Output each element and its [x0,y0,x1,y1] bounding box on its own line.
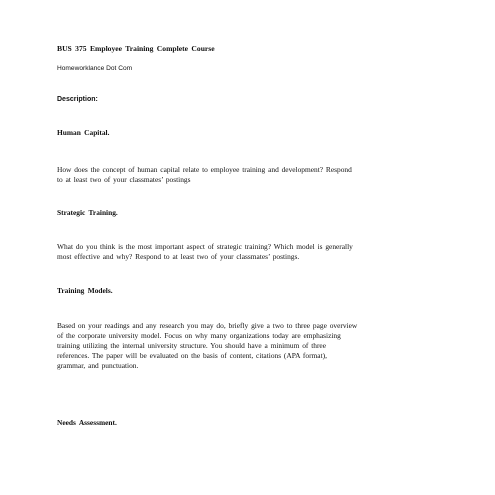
section-heading-needs-assessment: Needs Assessment. [57,418,117,427]
section-body-training-models [57,321,437,371]
paragraph-line: grammar, and punctuation. [57,361,139,370]
paragraph-line: How does the concept of human capital relate to employee training and development? Respond [57,165,352,174]
document-source: Homeworklance Dot Com [57,65,133,72]
section-body-strategic-training [57,242,437,262]
description-heading: Description: [57,96,98,103]
paragraph-line: most effective and why? Respond to at least two of your classmates’ postings. [57,252,300,261]
paragraph-line: What do you think is the most important aspect of strategic training? Which model is generally [57,242,353,251]
paragraph-line: of the corporate university model. Focus on why many organizations today are emphasizing [57,331,341,340]
section-heading-training-models: Training Models. [57,286,113,295]
document-title: BUS 375 Employee Training Complete Course [57,44,215,53]
paragraph-line: training utilizing the internal university structure. You should have a minimum of three [57,341,326,350]
section-body-human-capital [57,165,437,185]
paragraph-line: to at least two of your classmates’ postings [57,175,191,184]
section-heading-human-capital: Human Capital. [57,128,110,137]
paragraph-line: references. The paper will be evaluated on the basis of content, citations (APA format), [57,351,327,360]
paragraph-line: Based on your readings and any research you may do, briefly give a two to three page overview [57,321,358,330]
section-heading-strategic-training: Strategic Training. [57,208,118,217]
